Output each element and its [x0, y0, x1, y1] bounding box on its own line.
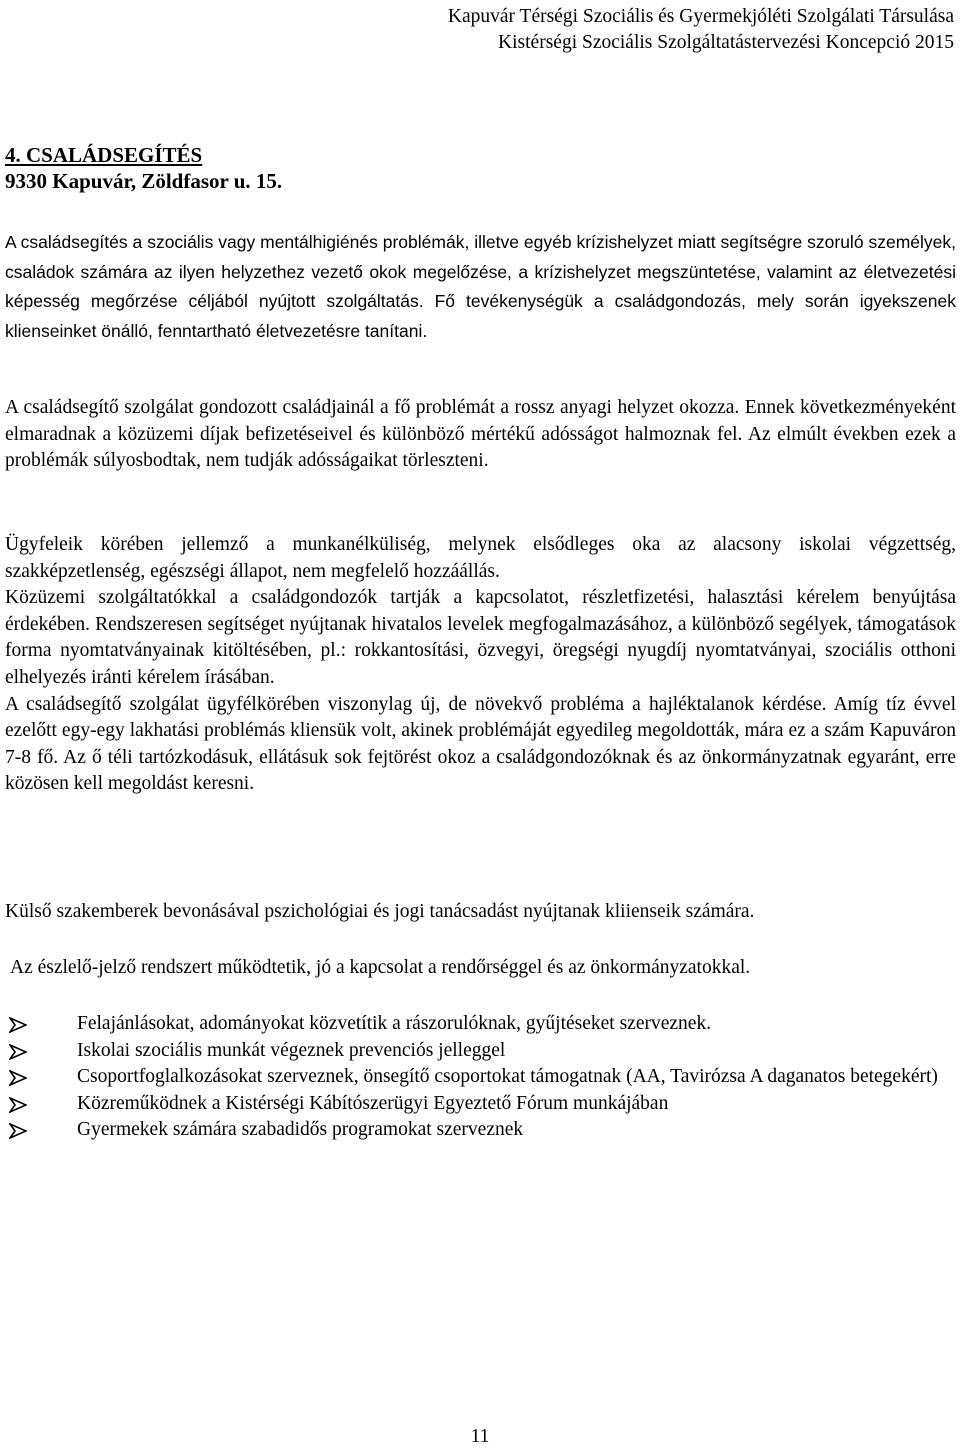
list-item — [5, 1064, 956, 1091]
activity-list — [5, 1011, 956, 1144]
arrowhead-bullet-icon — [9, 1070, 27, 1086]
paragraph-signal-system: Az észlelő-jelző rendszert működtetik, jó a kapcsolat a rendőrséggel és az önkormányzatokkal. — [10, 957, 751, 978]
arrowhead-bullet-icon — [9, 1044, 27, 1060]
list-item-text: Iskolai szociális munkát végeznek prevenciós jelleggel — [77, 1039, 506, 1061]
list-item — [5, 1091, 956, 1118]
section-title: 4. CSALÁDSEGÍTÉS — [5, 143, 203, 167]
list-item — [5, 1117, 956, 1144]
paragraph-problems: A családsegítő szolgálat gondozott családjainál a fő problémát a rossz anyagi helyzet okozza. Ennek következményeként elmaradnak a közüzemi díjak befizetéseivel és különböző mértékű adósságot halmoznak fel. Az elmúlt években ezek a problémák súlyosbodtak, nem tudják adósságaikat törleszteni. — [5, 397, 956, 472]
paragraph-counselling: Külső szakemberek bevonásával pszichológiai és jogi tanácsadást nyújtanak kliienseik számára. — [5, 901, 755, 922]
header-organization: Kapuvár Térségi Szociális és Gyermekjóléti Szolgálati Társulása — [447, 6, 954, 27]
list-item-text: Csoportfoglalkozásokat szerveznek, önsegítő csoportokat támogatnak (AA, Tavirózsa A daganatos betegekért) — [77, 1066, 938, 1088]
list-item-text: Gyermekek számára szabadidős programokat szerveznek — [77, 1119, 524, 1141]
paragraph-definition: A családsegítés a szociális vagy mentálhigiénés problémák, illetve egyéb krízishelyzet miatt segítségre szoruló személyek, családok számára az ilyen helyzethez vezető okok megelőzése, a krízishelyzet megszüntetése, valamint az életvezetési képesség megőrzése céljából nyújtott szolgáltatás. Fő tevékenységük a családgondozás, mely során igyekszenek klienseinket önálló, fenntartható életvezetésre tanítani. — [5, 232, 956, 341]
arrowhead-bullet-icon — [9, 1017, 27, 1033]
paragraph-clients — [5, 532, 956, 798]
paragraph-clients-b: Közüzemi szolgáltatókkal a családgondozók tartják a kapcsolatot, részletfizetési, halasztási kérelem benyújtása érdekében. Rendszeresen segítséget nyújtanak hivatalos levelek megfogalmazásához, a különböző segélyek, támogatások forma nyomtatványainak kitöltésében, pl.: rokkantosítási, özvegyi, öregségi nyugdíj nyomtatványai, szociális otthoni elhelyezés iránti kérelem írásában. — [5, 587, 956, 688]
page-header — [448, 4, 954, 56]
arrowhead-bullet-icon — [9, 1123, 27, 1139]
paragraph-clients-c: A családsegítő szolgálat ügyfélkörében viszonylag új, de növekvő probléma a hajléktalanok kérdése. Amíg tíz évvel ezelőtt egy-egy lakhatási problémás kliensük volt, akinek problémáját egyedileg megoldották, mára ez a szám Kapuváron 7-8 fő. Az ő téli tartózkodásuk, ellátásuk sok fejtörést okoz a családgondozóknak és az önkormányzatnak egyaránt, erre közösen kell megoldást keresni. — [5, 693, 956, 795]
arrowhead-bullet-icon — [9, 1097, 27, 1113]
section-heading — [5, 142, 282, 194]
list-item — [5, 1011, 956, 1038]
list-item-text: Felajánlásokat, adományokat közvetítik a rászorulóknak, gyűjtéseket szerveznek. — [77, 1013, 712, 1034]
section-address: 9330 Kapuvár, Zöldfasor u. 15. — [5, 169, 283, 193]
list-item-text: Közreműködnek a Kistérségi Kábítószerügyi Egyeztető Fórum munkájában — [77, 1092, 669, 1114]
page-number: 11 — [470, 1426, 490, 1447]
list-item — [5, 1038, 956, 1065]
header-document-title: Kistérségi Szociális Szolgáltatástervezési Koncepció 2015 — [498, 32, 954, 53]
paragraph-clients-a: Ügyfeleik körében jellemző a munkanélküliség, melynek elsődleges oka az alacsony iskolai végzettség, szakképzetlenség, egészségi állapot, nem megfelelő hozzáállás. — [5, 534, 956, 582]
